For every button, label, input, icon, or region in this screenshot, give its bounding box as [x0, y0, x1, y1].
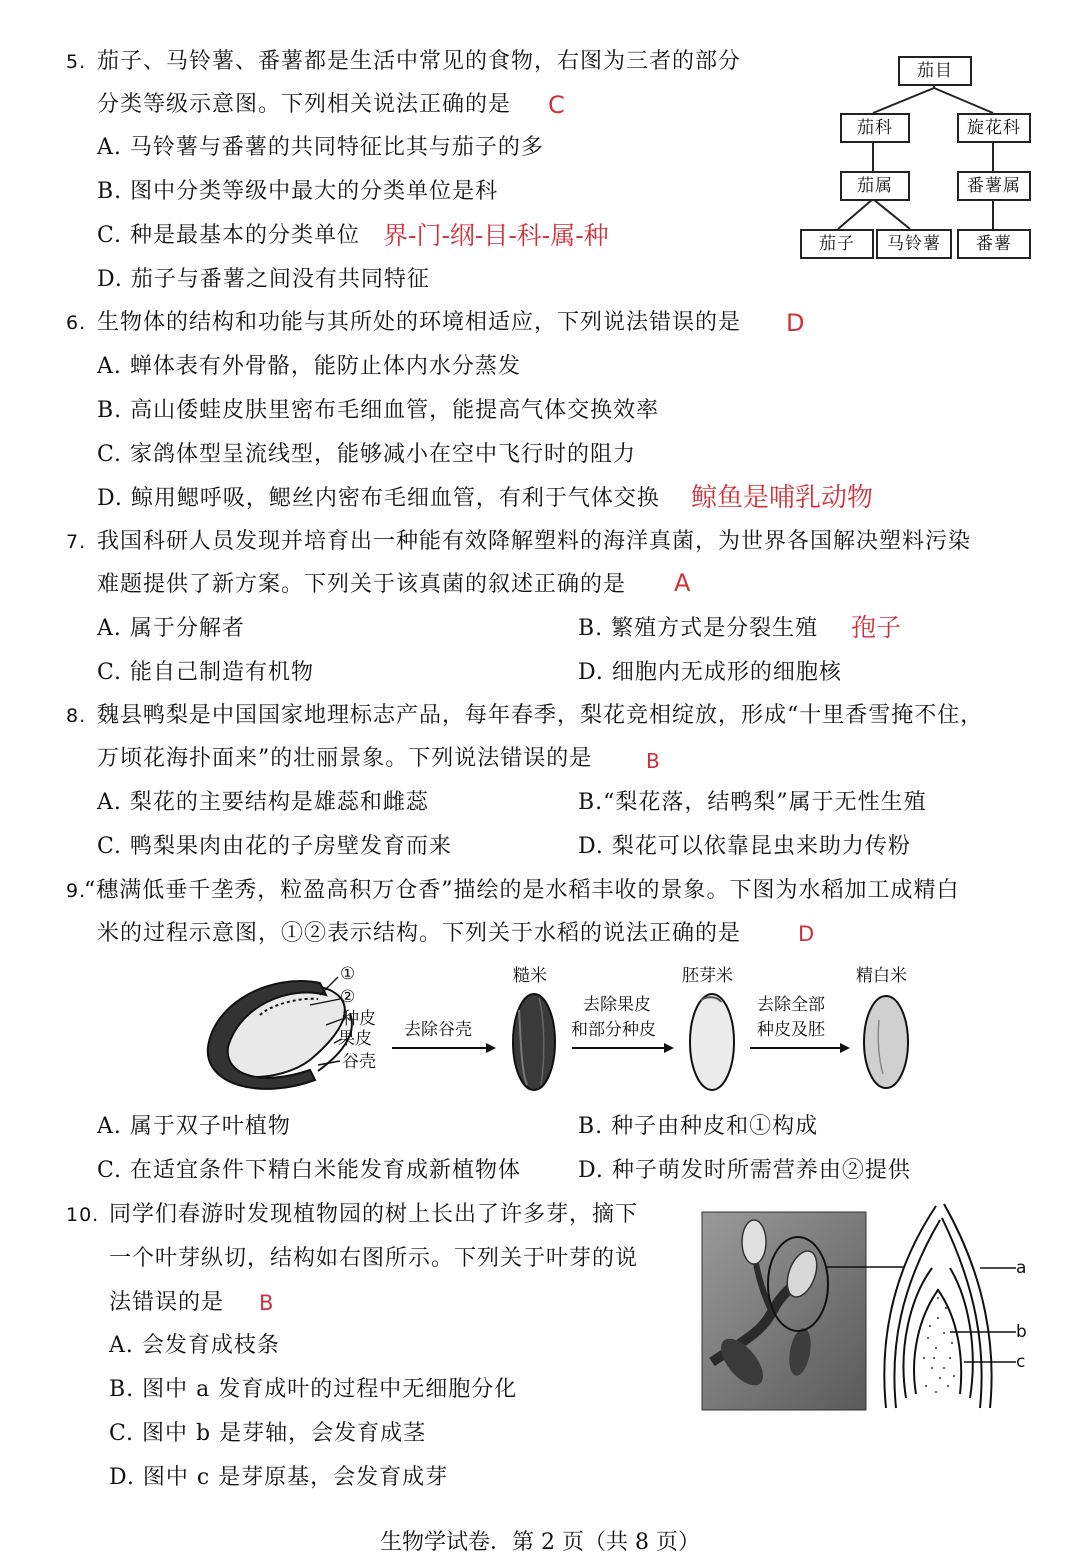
q10-option-b: B. 图中 a 发育成叶的过程中无细胞分化 — [109, 1377, 518, 1402]
q9-answer-mark: D — [798, 922, 815, 946]
q9-step3-label-a: 去除全部 — [757, 995, 825, 1015]
tree-node-species3: 番薯 — [957, 229, 1031, 259]
q10-stem-line1: 同学们春游时发现植物园的树上长出了许多芽，摘下 — [109, 1202, 639, 1227]
q10-label-b: b — [1016, 1322, 1027, 1342]
q7-number: 7. — [66, 531, 87, 553]
branch-bud-photo — [702, 1212, 866, 1410]
q10-stem-line3: 法错误的是 — [109, 1290, 225, 1315]
q8-option-d: D. 梨花可以依靠昆虫来助力传粉 — [578, 834, 911, 859]
q9-stem-line1: “穗满低垂千垄秀，粒盈高积万仓香”描绘的是水稻丰收的景象。下图为水稻加工成精白 — [84, 878, 960, 903]
tree-node-genus2: 番薯属 — [957, 171, 1031, 201]
q10-label-a: a — [1016, 1258, 1027, 1278]
arrow-icon — [392, 1042, 502, 1054]
q8-number: 8. — [66, 705, 87, 727]
tree-node-family2: 旋花科 — [957, 113, 1031, 143]
q5-option-c: C. 种是最基本的分类单位 — [97, 223, 361, 248]
q10-label-c: c — [1016, 1352, 1026, 1372]
q10-stem-line2: 一个叶芽纵切，结构如右图所示。下列关于叶芽的说 — [109, 1246, 639, 1271]
q6-number: 6. — [66, 312, 87, 334]
q10-option-d: D. 图中 c 是芽原基，会发育成芽 — [109, 1465, 449, 1490]
polished-rice-figure — [857, 990, 917, 1095]
q9-label-seed-coat: 种皮 — [342, 1009, 376, 1029]
q5-note-handwritten: 界-门-纲-目-科-属-种 — [383, 221, 609, 250]
arrow-icon — [572, 1042, 682, 1054]
q9-label-pericarp: 果皮 — [338, 1029, 372, 1049]
q9-option-d: D. 种子萌发时所需营养由②提供 — [578, 1158, 911, 1183]
q9-label-1: ① — [340, 964, 356, 984]
q9-stage1-label: 糙米 — [513, 966, 547, 986]
q10-option-a: A. 会发育成枝条 — [109, 1333, 280, 1358]
arrow-icon — [750, 1042, 860, 1054]
leaf-bud-section-figure — [878, 1198, 1028, 1414]
q8-stem-line1: 魏县鸭梨是中国国家地理标志产品，每年春季，梨花竞相绽放，形成“十里香雪掩不住， — [97, 703, 984, 728]
q9-stage2-label: 胚芽米 — [682, 966, 733, 986]
tree-node-genus1: 茄属 — [840, 171, 910, 201]
q7-stem-line1: 我国科研人员发现并培育出一种能有效降解塑料的海洋真菌，为世界各国解决塑料污染 — [97, 529, 972, 554]
q6-option-d: D. 鲸用鳃呼吸，鳃丝内密布毛细血管，有利于气体交换 — [97, 486, 660, 511]
tree-node-species1: 茄子 — [800, 229, 874, 259]
brown-rice-figure — [505, 990, 565, 1095]
q6-option-a: A. 蝉体表有外骨骼，能防止体内水分蒸发 — [97, 354, 521, 379]
q9-label-husk: 谷壳 — [342, 1052, 376, 1072]
q9-stem-line2: 米的过程示意图，①②表示结构。下列关于水稻的说法正确的是 — [97, 921, 742, 946]
q10-answer-mark: B — [259, 1291, 274, 1315]
tree-node-species2: 马铃薯 — [876, 229, 952, 259]
q8-stem-line2: 万顷花海扑面来”的壮丽景象。下列说法错误的是 — [97, 746, 593, 771]
germ-rice-figure — [683, 990, 743, 1095]
q7-note-handwritten: 孢子 — [851, 613, 902, 642]
q9-option-c: C. 在适宜条件下精白米能发育成新植物体 — [97, 1158, 522, 1183]
q6-note-handwritten: 鲸鱼是哺乳动物 — [691, 483, 874, 513]
q8-option-a: A. 梨花的主要结构是雄蕊和雌蕊 — [97, 790, 429, 815]
q6-answer-mark: D — [786, 309, 805, 337]
q8-option-c: C. 鸭梨果肉由花的子房壁发育而来 — [97, 834, 453, 859]
q9-step2-label-b: 和部分种皮 — [571, 1020, 656, 1040]
q6-option-c: C. 家鸽体型呈流线型，能够减小在空中飞行时的阻力 — [97, 442, 637, 467]
q5-option-b: B. 图中分类等级中最大的分类单位是科 — [97, 179, 499, 204]
q10-option-c: C. 图中 b 是芽轴，会发育成茎 — [109, 1421, 427, 1446]
q9-number: 9. — [66, 880, 87, 902]
q8-option-b: B.“梨花落，结鸭梨”属于无性生殖 — [578, 790, 927, 815]
q9-stage3-label: 精白米 — [856, 966, 907, 986]
q7-option-a: A. 属于分解者 — [97, 616, 245, 641]
q5-option-a: A. 马铃薯与番薯的共同特征比其与茄子的多 — [97, 135, 544, 160]
q7-option-c: C. 能自己制造有机物 — [97, 660, 315, 685]
q9-step2-label-a: 去除果皮 — [583, 995, 651, 1015]
q8-answer-mark: B — [646, 749, 660, 773]
q5-answer-mark: C — [548, 91, 565, 119]
page-footer: 生物学试卷．第 2 页（共 8 页） — [380, 1530, 700, 1555]
q6-option-b: B. 高山倭蛙皮肤里密布毛细血管，能提高气体交换效率 — [97, 398, 660, 423]
q7-answer-mark: A — [674, 569, 691, 597]
q5-option-d: D. 茄子与番薯之间没有共同特征 — [97, 267, 430, 292]
q9-step3-label-b: 种皮及胚 — [757, 1020, 825, 1040]
q7-option-b: B. 繁殖方式是分裂生殖 — [578, 616, 819, 641]
q9-step1-label: 去除谷壳 — [404, 1020, 472, 1040]
q5-stem-line2: 分类等级示意图。下列相关说法正确的是 — [97, 92, 512, 117]
q9-option-b: B. 种子由种皮和①构成 — [578, 1114, 819, 1139]
q10-number: 10. — [66, 1204, 100, 1226]
q6-stem: 生物体的结构和功能与其所处的环境相适应，下列说法错误的是 — [97, 310, 742, 335]
q7-option-d: D. 细胞内无成形的细胞核 — [578, 660, 842, 685]
tree-node-order: 茄目 — [898, 56, 972, 86]
q9-label-2: ② — [340, 987, 356, 1007]
q7-stem-line2: 难题提供了新方案。下列关于该真菌的叙述正确的是 — [97, 572, 627, 597]
q5-stem-line1: 茄子、马铃薯、番薯都是生活中常见的食物，右图为三者的部分 — [97, 49, 742, 74]
q9-option-a: A. 属于双子叶植物 — [97, 1114, 291, 1139]
q5-number: 5. — [66, 51, 87, 73]
tree-node-family1: 茄科 — [840, 113, 910, 143]
